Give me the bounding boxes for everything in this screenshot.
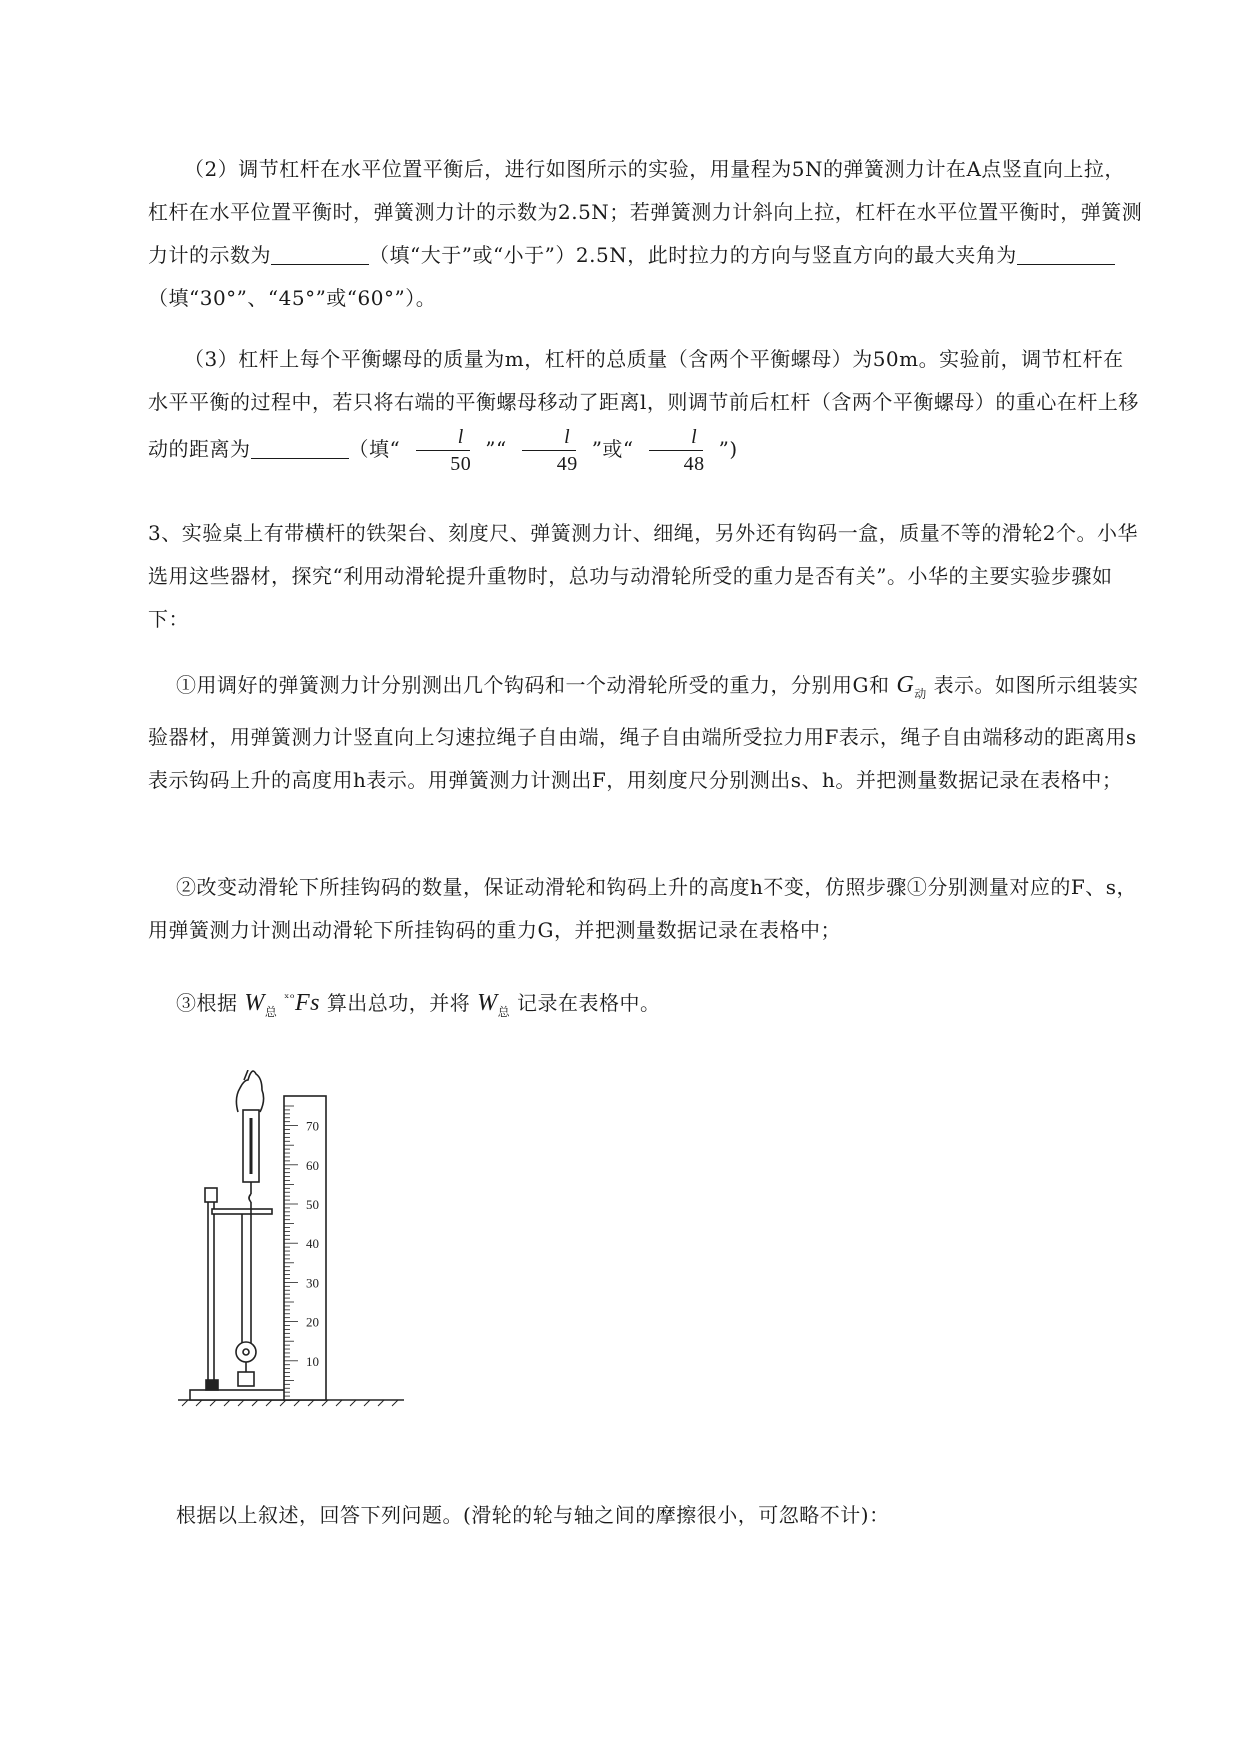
step3-text-a: ③根据 bbox=[176, 991, 238, 1015]
answer-blank-3[interactable] bbox=[251, 438, 349, 459]
step-2-paragraph: ②改变动滑轮下所挂钩码的数量，保证动滑轮和钩码上升的高度h不变，仿照步骤①分别测量对应的F、s，用弹簧测力计测出动滑轮下所挂钩码的重力G，并把测量数据记录在表格中； bbox=[148, 875, 1138, 942]
crossbar bbox=[212, 1209, 272, 1214]
q2-text-c: （填“30°”、“45°”或“60°”）。 bbox=[148, 286, 437, 310]
movable-pulley bbox=[236, 1342, 256, 1362]
w-sub: 总 bbox=[497, 1005, 511, 1019]
answer-prompt: 根据以上叙述，回答下列问题。(滑轮的轮与轴之间的摩擦很小，可忽略不计)： bbox=[176, 1503, 890, 1527]
fraction-numerator: l bbox=[522, 424, 576, 451]
meter-ruler bbox=[284, 1096, 326, 1400]
answer-blank-2[interactable] bbox=[1017, 244, 1115, 265]
step3-text-c: 记录在表格中。 bbox=[517, 991, 661, 1015]
ruler-tick-label: 50 bbox=[306, 1197, 319, 1212]
hook-curve bbox=[249, 1194, 251, 1202]
q3-text-b: （填“ bbox=[348, 437, 401, 461]
w-total-symbol bbox=[244, 990, 278, 1019]
ground-hatching bbox=[182, 1400, 398, 1406]
fraction-denominator: 50 bbox=[450, 453, 472, 475]
fraction-numerator: l bbox=[416, 424, 470, 451]
w-total-symbol-2 bbox=[477, 990, 511, 1019]
step3-text-b: 算出总功，并将 bbox=[326, 991, 471, 1015]
fraction-denominator: 48 bbox=[683, 453, 705, 475]
q3-sep-2: ”或“ bbox=[591, 437, 634, 461]
stand-rod bbox=[208, 1195, 214, 1380]
step-3-paragraph bbox=[176, 977, 1172, 1034]
ruler-tick-label: 10 bbox=[306, 1353, 319, 1369]
ruler-tick-label: 40 bbox=[306, 1236, 319, 1252]
problem-3-intro: 3、实验桌上有带横杆的铁架台、刻度尺、弹簧测力计、细绳，另外还有钩码一盒，质量不等的滑轮2个。小华选用这些器材，探究“利用动滑轮提升重物时，总功与动滑轮所受的重力是否有关”。小华的主要实验步骤如下： bbox=[148, 521, 1138, 631]
ruler-tick-label: 20 bbox=[306, 1314, 319, 1330]
fraction-option-1 bbox=[412, 424, 473, 477]
fraction-option-2 bbox=[519, 424, 580, 477]
stand-clamp bbox=[205, 1188, 217, 1202]
garbled-equals-glyph: ˣᵒ bbox=[284, 991, 295, 1005]
q3-end: ”) bbox=[718, 437, 738, 461]
fraction-denominator: 49 bbox=[556, 453, 578, 475]
q2-text-b: （填“大于”或“小于”）2.5N，此时拉力的方向与竖直方向的最大夹角为 bbox=[369, 243, 1017, 267]
q2-text-a: （2）调节杠杆在水平位置平衡后，进行如图所示的实验，用量程为5N的弹簧测力计在A点竖直向上拉，杠杆在水平位置平衡时，弹簧测力计的示数为2.5N；若弹簧测力计斜向上拉，杠杆在水平位置平衡时，弹簧测力计的示数为 bbox=[148, 157, 1143, 267]
w-sub: 总 bbox=[264, 1005, 278, 1019]
answer-blank-1[interactable] bbox=[271, 244, 369, 265]
g-dong-symbol bbox=[896, 672, 927, 701]
step1-text-b: 表示。如图所示组装实验器材，用弹簧测力计竖直向上匀速拉绳子自由端，绳子自由端所受拉力用F表示，绳子自由端移动的距离用s表示钩码上升的高度用h表示。用弹簧测力计测出F，用刻度尺分别测出s、h。并把测量数据记录在表格中； bbox=[148, 673, 1139, 792]
q3-text-a: （3）杠杆上每个平衡螺母的质量为m，杠杆的总质量（含两个平衡螺母）为50m。实验前，调节杠杆在水平平衡的过程中，若只将右端的平衡螺母移动了距离l，则调节前后杠杆（含两个平衡螺母）的重心在杆上移动的距离为 bbox=[148, 347, 1139, 461]
stand-base bbox=[190, 1390, 290, 1400]
w-main: W bbox=[477, 990, 498, 1016]
step1-text-a: ①用调好的弹簧测力计分别测出几个钩码和一个动滑轮所受的重力，分别用G和 bbox=[176, 673, 890, 697]
step-1-paragraph bbox=[148, 664, 1144, 802]
ruler-tick-label: 60 bbox=[306, 1157, 319, 1173]
ruler-tick-label: 30 bbox=[306, 1275, 319, 1291]
pulley-apparatus-figure bbox=[176, 1070, 406, 1445]
hook-weight bbox=[238, 1372, 254, 1386]
fs-symbol: Fs bbox=[294, 990, 320, 1016]
fraction-numerator: l bbox=[649, 424, 703, 451]
hand-icon bbox=[236, 1071, 263, 1112]
ruler-tick-label: 70 bbox=[306, 1118, 319, 1134]
g-sub: 动 bbox=[914, 687, 927, 701]
fraction-option-3 bbox=[646, 424, 707, 477]
w-main: W bbox=[244, 990, 265, 1016]
q3-sep-1: ”“ bbox=[485, 437, 507, 461]
stand-foot bbox=[206, 1380, 218, 1390]
g-main: G bbox=[896, 672, 915, 698]
question-2-paragraph bbox=[148, 148, 1144, 320]
question-3-paragraph bbox=[148, 338, 1144, 477]
